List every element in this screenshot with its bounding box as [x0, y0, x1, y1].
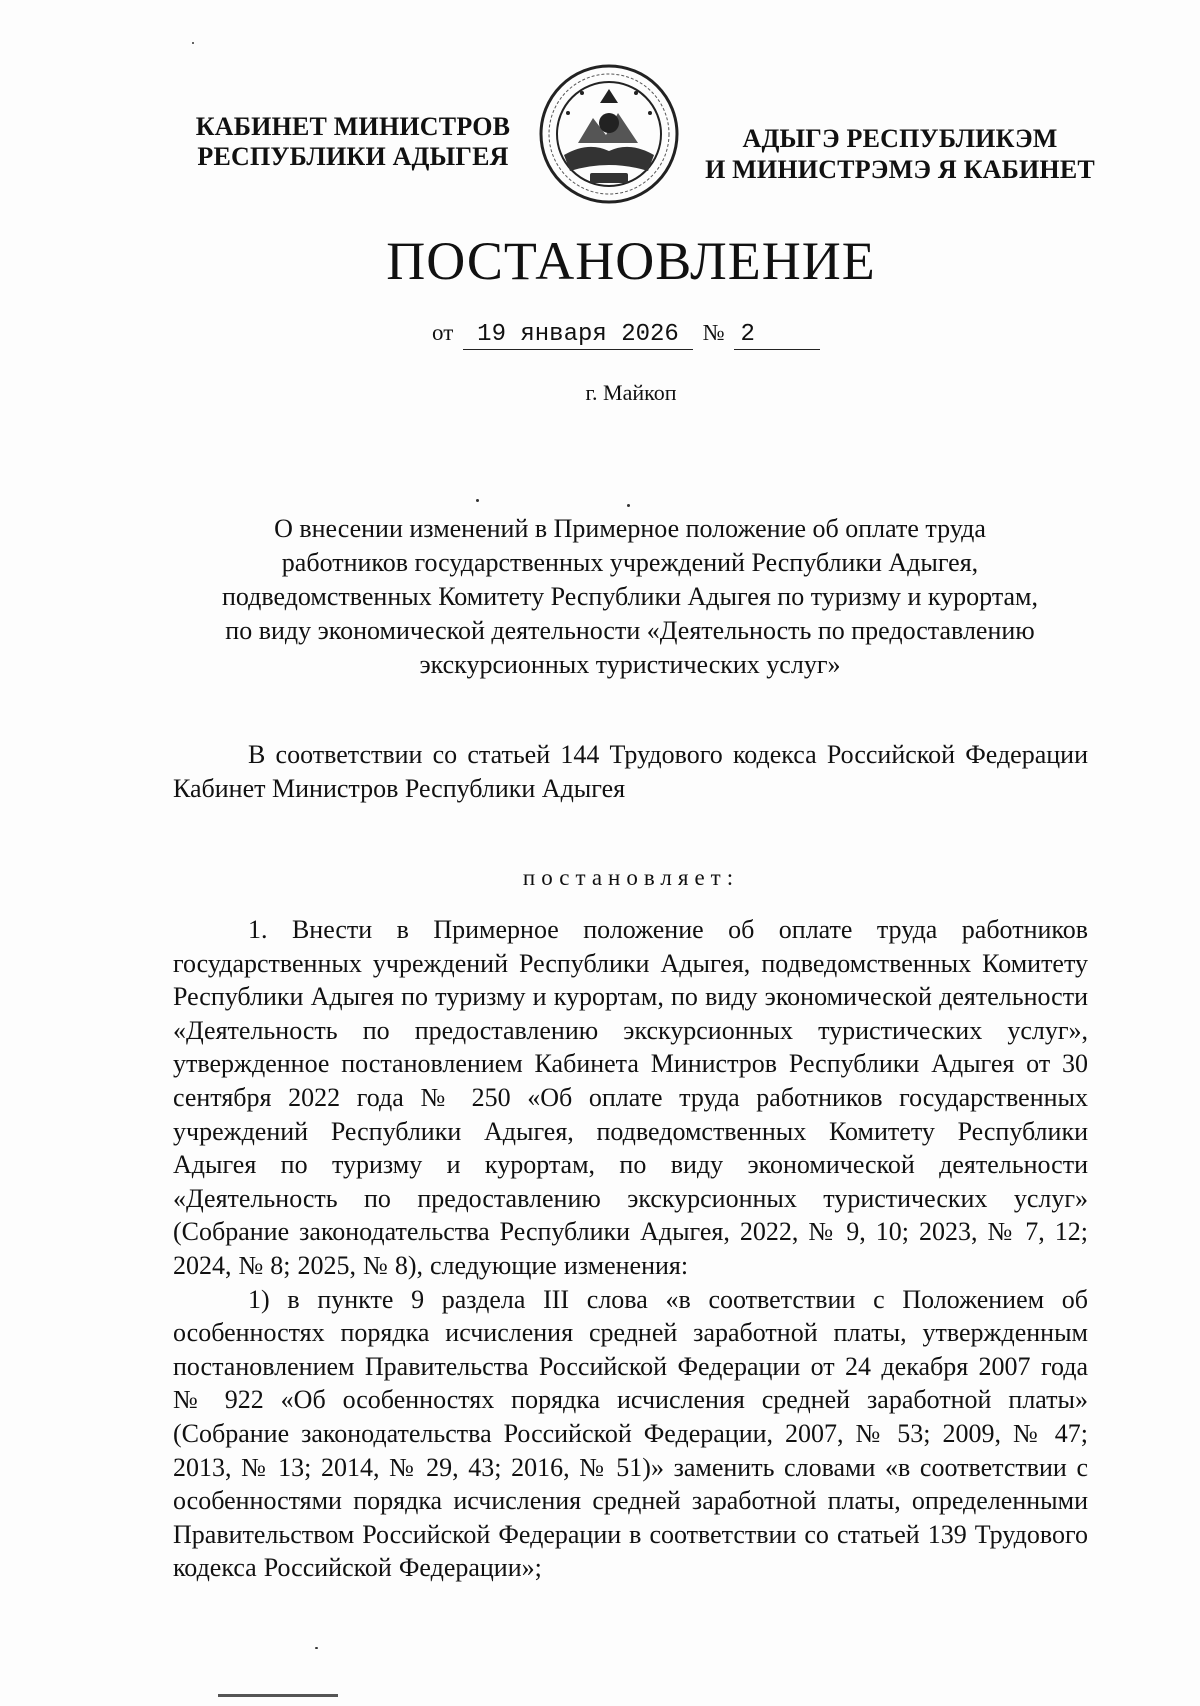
preamble: [173, 738, 1088, 805]
title-line5: экскурсионных туристических услуг»: [419, 650, 841, 679]
issuer-name-russian-line2: РЕСПУБЛИКИ АДЫГЕЯ: [197, 142, 509, 171]
item-1-paragraph: 1. Внести в Примерное положение об оплате труда работников государственных учреждений Республики Адыгея, подведомственных Комитету Республики Адыгея по туризму и курортам, по виду экономической деятельности «Деятельность по предоставлению экскурсионных туристических услуг», утвержденное постановлением Кабинета Министров Республики Адыгея от 30 сентября 2022 года № 250 «Об оплате труда работников государственных учреждений Республики Адыгея, подведомственных Комитету Республики Адыгея по туризму и курортам, по виду экономической деятельности «Деятельность по предоставлению экскурсионных туристических услуг» (Собрание законодательства Республики Адыгея, 2022, № 9, 10; 2023, № 7, 12; 2024, № 8; 2025, № 8), следующие изменения:: [173, 915, 1088, 1280]
decree-items: [173, 913, 1088, 1585]
date-value: 19 января 2026: [463, 321, 693, 350]
scan-edge-mark: [218, 1694, 338, 1697]
subitem-1-paragraph: 1) в пункте 9 раздела III слова «в соответствии с Положением об особенностях порядка исчисления средней заработной платы, утвержденным постановлением Правительства Российской Федерации от 24 декабря 2007 года № 922 «Об особенностях порядка исчисления средней заработной платы» (Собрание законодательства Российской Федерации, 2007, № 53; 2009, № 47; 2013, № 13; 2014, № 29, 43; 2016, № 51)» заменить словами «в соответствии с особенностями порядка исчисления средней заработной платы, определенными Правительством Российской Федерации в соответствии со статьей 139 Трудового кодекса Российской Федерации»;: [173, 1284, 1088, 1583]
republic-of-adygea-coat-of-arms-icon: [538, 63, 680, 205]
title-line3: подведомственных Комитету Республики Адыгея по туризму и курортам,: [221, 582, 1039, 611]
date-number-line: [432, 320, 824, 350]
preamble-paragraph: В соответствии со статьей 144 Трудового кодекса Российской Федерации Кабинет Министров Республики Адыгея: [173, 740, 1088, 803]
decree-word: постановляет:: [522, 865, 740, 890]
scan-speck: [192, 42, 194, 44]
document-title: [170, 512, 1090, 682]
title-line2: работников государственных учреждений Республики Адыгея,: [281, 548, 979, 577]
scan-speck: [627, 504, 630, 507]
issuer-name-russian: [188, 112, 518, 172]
date-label: от: [432, 320, 454, 345]
city-line: г. Майкоп: [585, 380, 677, 405]
issuer-name-russian-line1: КАБИНЕТ МИНИСТРОВ: [195, 112, 511, 141]
scan-speck: [315, 1647, 318, 1649]
title-line1: О внесении изменений в Примерное положение об оплате труда: [274, 514, 986, 543]
issuer-name-adyghe: [700, 123, 1100, 185]
title-line4: по виду экономической деятельности «Деятельность по предоставлению: [225, 616, 1035, 645]
scan-speck: [476, 499, 479, 502]
number-label: №: [702, 320, 725, 345]
number-value: 2: [734, 321, 820, 350]
issuer-name-adyghe-line1: АДЫГЭ РЕСПУБЛИКЭМ: [742, 124, 1058, 153]
issuer-name-adyghe-line2: И МИНИСТРЭМЭ Я КАБИНЕТ: [705, 155, 1095, 184]
document-type-heading: ПОСТАНОВЛЕНИЕ: [386, 231, 876, 291]
